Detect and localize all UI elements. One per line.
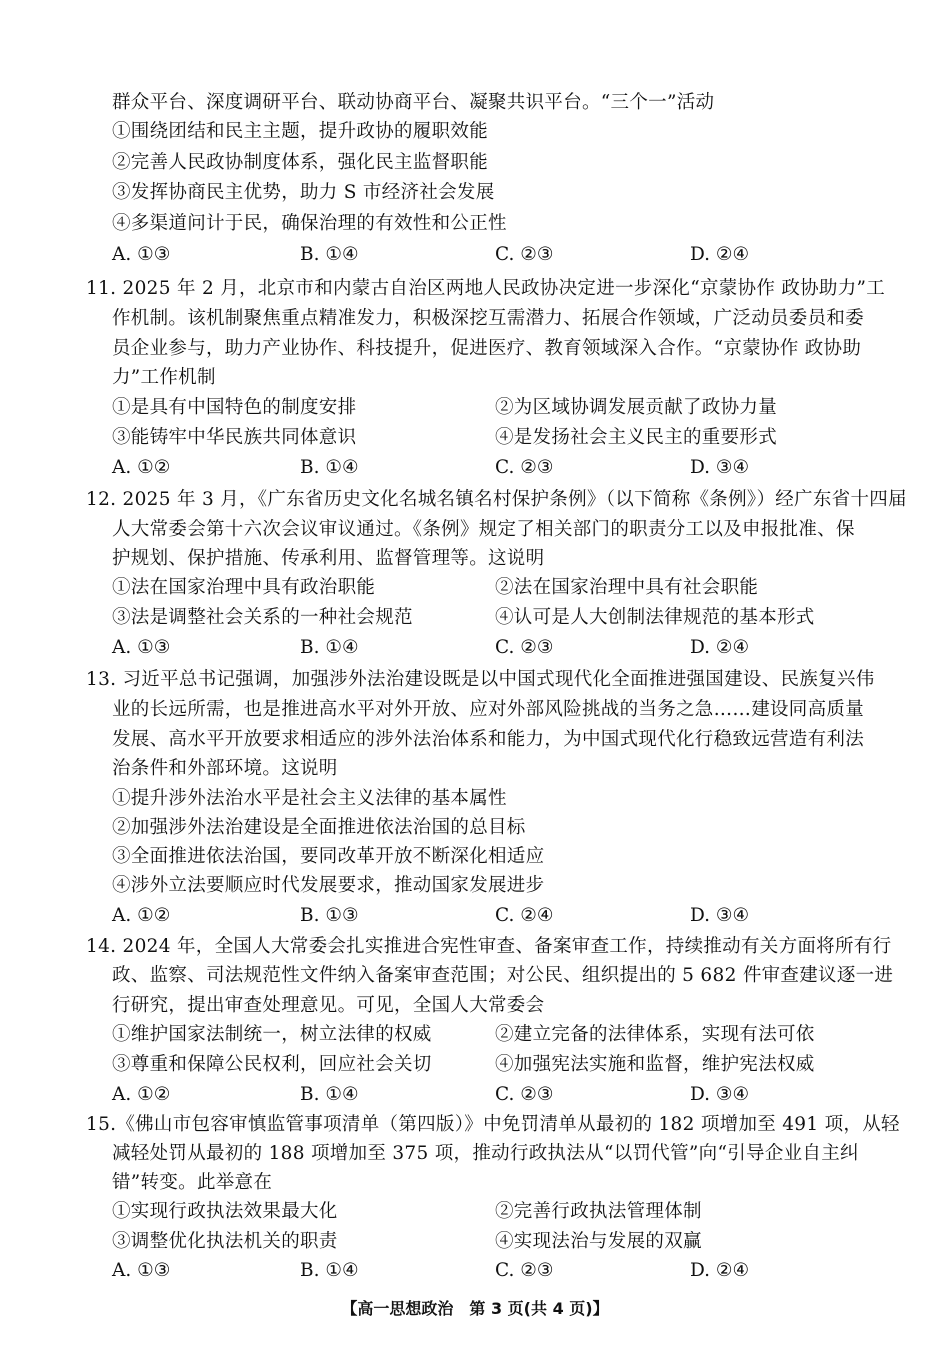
question-stem-line: 护规划、保护措施、传承利用、监督管理等。这说明 bbox=[112, 548, 545, 569]
choice-d[interactable]: D. ③④ bbox=[690, 905, 750, 926]
choice-c[interactable]: C. ②③ bbox=[495, 457, 554, 478]
choice-a[interactable]: A. ①③ bbox=[112, 637, 171, 658]
choice-c[interactable]: C. ②③ bbox=[495, 1260, 554, 1281]
question-stem-line: 员企业参与，助力产业协作、科技提升，促进医疗、教育领域深入合作。“京蒙协作 政协助 bbox=[112, 338, 862, 359]
choice-a[interactable]: A. ①② bbox=[112, 457, 171, 478]
question-stem-line: 13. 习近平总书记强调，加强涉外法治建设既是以中国式现代化全面推进强国建设、民族复兴伟 bbox=[86, 669, 875, 690]
choice-a[interactable]: A. ①② bbox=[112, 905, 171, 926]
choice-d[interactable]: D. ②④ bbox=[690, 1260, 750, 1281]
statement-4: ④涉外立法要顺应时代发展要求，推动国家发展进步 bbox=[112, 875, 545, 896]
statement-1: ①法在国家治理中具有政治职能 bbox=[112, 577, 376, 598]
statement-4: ④是发扬社会主义民主的重要形式 bbox=[495, 427, 778, 448]
choice-c[interactable]: C. ②③ bbox=[495, 244, 554, 265]
choice-a[interactable]: A. ①③ bbox=[112, 1260, 171, 1281]
statement-1: ①围绕团结和民主主题，提升政协的履职效能 bbox=[112, 121, 489, 142]
choice-b[interactable]: B. ①④ bbox=[300, 457, 359, 478]
question-stem-line: 15.《佛山市包容审慎监管事项清单（第四版）》中免罚清单从最初的 182 项增加至 491 项，从轻 bbox=[86, 1114, 900, 1135]
question-stem-line: 治条件和外部环境。这说明 bbox=[112, 758, 338, 779]
question-stem-line: 错”转变。此举意在 bbox=[112, 1172, 273, 1193]
choice-a[interactable]: A. ①② bbox=[112, 1084, 171, 1105]
question-stem-line: 减轻处罚从最初的 188 项增加至 375 项，推动行政执法从“以罚代管”向“引导企业自主纠 bbox=[112, 1143, 859, 1164]
choice-d[interactable]: D. ③④ bbox=[690, 1084, 750, 1105]
statement-2: ②建立完备的法律体系，实现有法可依 bbox=[495, 1024, 815, 1045]
question-stem-line: 力”工作机制 bbox=[112, 367, 216, 388]
page-footer: 【高一思想政治 第 3 页(共 4 页)】 bbox=[341, 1299, 609, 1318]
choice-b[interactable]: B. ①④ bbox=[300, 1260, 359, 1281]
statement-4: ④多渠道问计于民，确保治理的有效性和公正性 bbox=[112, 213, 507, 234]
question-stem-line: 12. 2025 年 3 月，《广东省历史文化名城名镇名村保护条例》（以下简称《条例》）经广东省十四届 bbox=[86, 489, 907, 510]
statement-1: ①维护国家法制统一，树立法律的权威 bbox=[112, 1024, 432, 1045]
choice-b[interactable]: B. ①④ bbox=[300, 244, 359, 265]
question-stem-line: 14. 2024 年，全国人大常委会扎实推进合宪性审查、备案审查工作，持续推动有关方面将所有行 bbox=[86, 936, 892, 957]
choice-c[interactable]: C. ②③ bbox=[495, 1084, 554, 1105]
statement-4: ④实现法治与发展的双赢 bbox=[495, 1231, 702, 1252]
statement-4: ④加强宪法实施和监督，维护宪法权威 bbox=[495, 1054, 815, 1075]
statement-2: ②完善行政执法管理体制 bbox=[495, 1201, 702, 1222]
choice-c[interactable]: C. ②④ bbox=[495, 905, 554, 926]
question-stem-line: 11. 2025 年 2 月，北京市和内蒙古自治区两地人民政协决定进一步深化“京蒙协作 政协助力”工 bbox=[86, 278, 886, 299]
choice-d[interactable]: D. ③④ bbox=[690, 457, 750, 478]
question-stem-line: 人大常委会第十六次会议审议通过。《条例》规定了相关部门的职责分工以及申报批准、保 bbox=[112, 519, 855, 540]
statement-3: ③全面推进依法治国，要同改革开放不断深化相适应 bbox=[112, 846, 545, 867]
statement-1: ①实现行政执法效果最大化 bbox=[112, 1201, 338, 1222]
statement-3: ③尊重和保障公民权利，回应社会关切 bbox=[112, 1054, 432, 1075]
statement-1: ①是具有中国特色的制度安排 bbox=[112, 397, 357, 418]
choice-a[interactable]: A. ①③ bbox=[112, 244, 171, 265]
choice-d[interactable]: D. ②④ bbox=[690, 637, 750, 658]
choice-b[interactable]: B. ①④ bbox=[300, 637, 359, 658]
statement-2: ②为区域协调发展贡献了政协力量 bbox=[495, 397, 778, 418]
statement-2: ②法在国家治理中具有社会职能 bbox=[495, 577, 759, 598]
statement-1: ①提升涉外法治水平是社会主义法律的基本属性 bbox=[112, 788, 507, 809]
question-stem-line: 业的长远所需，也是推进高水平对外开放、应对外部风险挑战的当务之急……建设同高质量 bbox=[112, 699, 865, 720]
statement-3: ③调整优化执法机关的职责 bbox=[112, 1231, 338, 1252]
choice-b[interactable]: B. ①③ bbox=[300, 905, 359, 926]
question-stem-line: 政、监察、司法规范性文件纳入备案审查范围；对公民、组织提出的 5 682 件审查建议逐一进 bbox=[112, 965, 894, 986]
choice-c[interactable]: C. ②③ bbox=[495, 637, 554, 658]
statement-2: ②完善人民政协制度体系，强化民主监督职能 bbox=[112, 152, 489, 173]
question-stem-line: 行研究，提出审查处理意见。可见，全国人大常委会 bbox=[112, 995, 545, 1016]
statement-4: ④认可是人大创制法律规范的基本形式 bbox=[495, 607, 815, 628]
question-stem-line: 群众平台、深度调研平台、联动协商平台、凝聚共识平台。“三个一”活动 bbox=[112, 92, 715, 113]
choice-d[interactable]: D. ②④ bbox=[690, 244, 750, 265]
choice-b[interactable]: B. ①④ bbox=[300, 1084, 359, 1105]
question-stem-line: 发展、高水平开放要求相适应的涉外法治体系和能力，为中国式现代化行稳致远营造有利法 bbox=[112, 729, 865, 750]
statement-3: ③能铸牢中华民族共同体意识 bbox=[112, 427, 357, 448]
statement-3: ③法是调整社会关系的一种社会规范 bbox=[112, 607, 413, 628]
statement-2: ②加强涉外法治建设是全面推进依法治国的总目标 bbox=[112, 817, 526, 838]
question-stem-line: 作机制。该机制聚焦重点精准发力，积极深挖互需潜力、拓展合作领域，广泛动员委员和委 bbox=[112, 308, 865, 329]
statement-3: ③发挥协商民主优势，助力 S 市经济社会发展 bbox=[112, 182, 495, 203]
